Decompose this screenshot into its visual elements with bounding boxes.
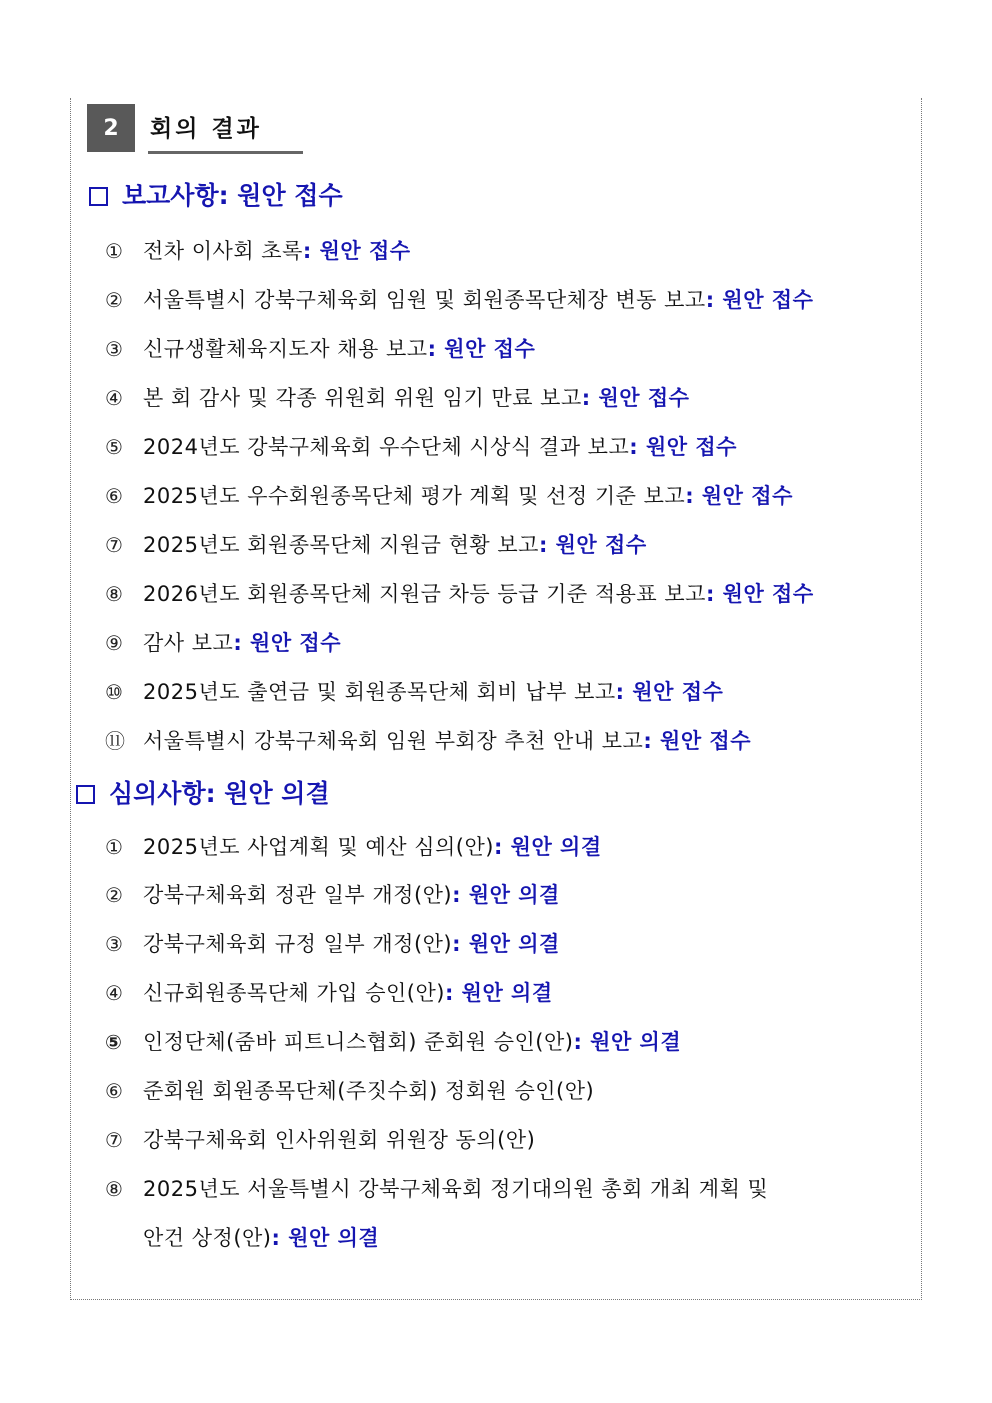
- item-result: : 원안 의결: [573, 1030, 682, 1054]
- item-number: ③: [105, 337, 124, 361]
- item-number: ⑥: [105, 484, 124, 508]
- section-title: 회의 결과: [150, 116, 262, 142]
- report-heading: [89, 176, 343, 212]
- item-result: : 원안 의결: [444, 981, 553, 1005]
- item-text: 본 회 감사 및 각종 위원회 위원 임기 만료 보고: [143, 386, 582, 410]
- deliberation-heading: [76, 774, 330, 810]
- deliberation-item: [105, 1075, 594, 1105]
- item-number: ⑧: [105, 1177, 124, 1201]
- item-text: 2025년도 사업계획 및 예산 심의(안): [143, 835, 494, 859]
- item-result: : 원안 접수: [629, 435, 737, 459]
- deliberation-item: [105, 831, 602, 861]
- deliberation-item: [105, 977, 553, 1007]
- item-result: : 원안 접수: [581, 386, 690, 410]
- item-text: 강북구체육회 규정 일부 개정(안): [143, 932, 453, 956]
- report-item: [105, 725, 751, 755]
- item-text: 강북구체육회 인사위원회 위원장 동의(안): [143, 1128, 536, 1152]
- item-text: 2025년도 회원종목단체 지원금 현황 보고: [143, 533, 539, 557]
- report-item: [105, 431, 737, 461]
- item-text: 2025년도 우수회원종목단체 평가 계획 및 선정 기준 보고: [143, 484, 686, 508]
- item-number: ⑧: [105, 582, 124, 606]
- report-item: [105, 382, 689, 412]
- item-result: : 원안 의결: [493, 835, 602, 859]
- item-number: ⑤: [105, 435, 124, 459]
- report-item: [105, 235, 411, 265]
- item-number: ②: [105, 883, 124, 907]
- item-result: : 원안 접수: [302, 239, 411, 263]
- item-result: : 원안 의결: [452, 932, 560, 956]
- item-number: ⑤: [105, 1030, 123, 1054]
- deliberation-item: [105, 928, 560, 958]
- item-result: : 원안 접수: [233, 631, 341, 655]
- item-number: ⑦: [105, 533, 124, 557]
- item-number: ⑥: [105, 1079, 124, 1103]
- deliberation-heading-text: 심의사항: 원안 의결: [109, 779, 330, 808]
- report-heading-text: 보고사항: 원안 접수: [122, 181, 343, 210]
- item-result: : 원안 접수: [705, 288, 814, 312]
- item-text: 감사 보고: [143, 631, 234, 655]
- report-item: [105, 284, 813, 314]
- report-item: [105, 333, 535, 363]
- deliberation-item-continuation: [143, 1222, 379, 1252]
- item-text: 서울특별시 강북구체육회 임원 및 회원종목단체장 변동 보고: [143, 288, 706, 312]
- report-item: [105, 627, 341, 657]
- item-number: ①: [105, 239, 124, 263]
- item-text: 신규회원종목단체 가입 승인(안): [143, 981, 445, 1005]
- item-number: ④: [105, 386, 124, 410]
- item-text: 준회원 회원종목단체(주짓수회) 정회원 승인(안): [143, 1079, 595, 1103]
- item-number: ⑦: [105, 1128, 124, 1152]
- item-result: : 원안 접수: [685, 484, 793, 508]
- deliberation-item: [105, 1026, 681, 1056]
- item-text: 안건 상정(안): [143, 1226, 272, 1250]
- item-result: : 원안 의결: [271, 1226, 380, 1250]
- item-text: 2025년도 출연금 및 회원종목단체 회비 납부 보고: [143, 680, 616, 704]
- item-text: 2025년도 서울특별시 강북구체육회 정기대의원 총회 개최 계획 및: [143, 1177, 769, 1201]
- item-number: ⑩: [105, 680, 124, 704]
- item-number: ⑪: [105, 729, 126, 753]
- report-item: [105, 676, 723, 706]
- report-item: [105, 578, 814, 608]
- report-item: [105, 480, 793, 510]
- item-result: : 원안 접수: [615, 680, 724, 704]
- item-number: ⑨: [105, 631, 124, 655]
- item-text: 서울특별시 강북구체육회 임원 부회장 추천 안내 보고: [143, 729, 644, 753]
- section-title-underline: [148, 151, 303, 154]
- report-item: [105, 529, 647, 559]
- deliberation-item: [105, 1173, 768, 1203]
- item-number: ③: [105, 932, 124, 956]
- checkbox-square-icon: [89, 187, 108, 206]
- item-text: 2024년도 강북구체육회 우수단체 시상식 결과 보고: [143, 435, 630, 459]
- item-number: ①: [105, 835, 124, 859]
- item-result: : 원안 접수: [643, 729, 752, 753]
- section-number-badge: 2: [87, 104, 135, 152]
- item-text: 신규생활체육지도자 채용 보고: [143, 337, 428, 361]
- item-number: ②: [105, 288, 124, 312]
- item-result: : 원안 접수: [538, 533, 647, 557]
- checkbox-square-icon: [76, 785, 95, 804]
- item-number: ④: [105, 981, 124, 1005]
- item-result: : 원안 의결: [452, 883, 560, 907]
- item-text: 전차 이사회 초록: [143, 239, 303, 263]
- item-result: : 원안 접수: [705, 582, 814, 606]
- item-text: 강북구체육회 정관 일부 개정(안): [143, 883, 453, 907]
- deliberation-item: [105, 1124, 535, 1154]
- item-result: : 원안 접수: [427, 337, 536, 361]
- item-text: 인정단체(줌바 피트니스협회) 준회원 승인(안): [143, 1030, 574, 1054]
- item-text: 2026년도 회원종목단체 지원금 차등 등급 기준 적용표 보고: [143, 582, 706, 606]
- deliberation-item: [105, 879, 560, 909]
